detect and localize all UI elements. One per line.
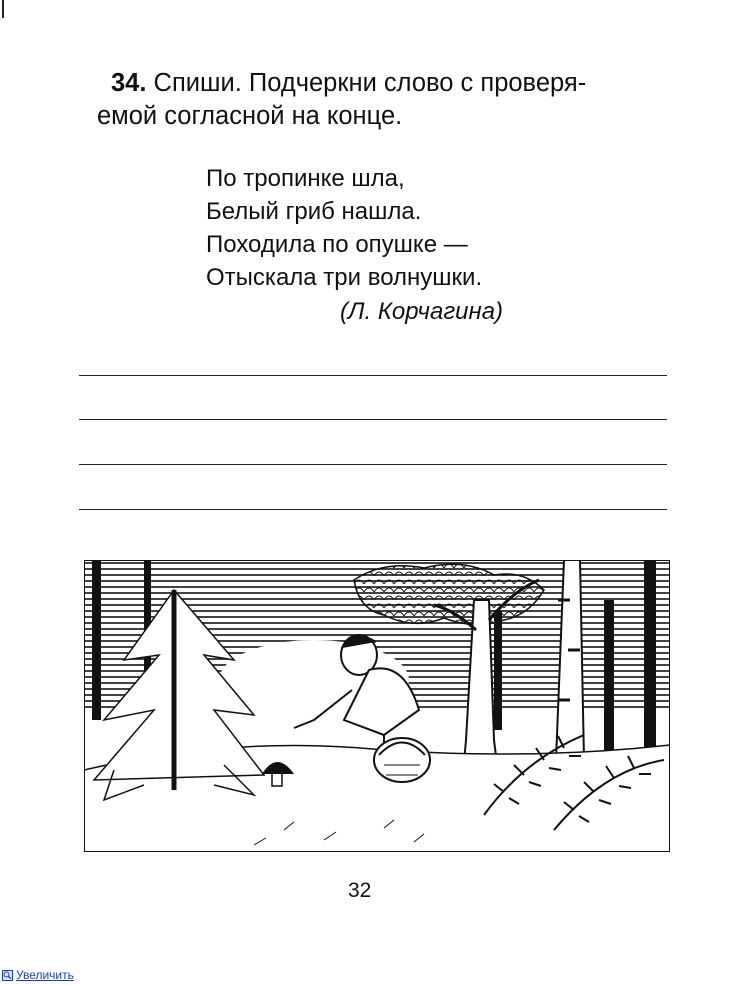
zoom-link-label[interactable]: Увеличить bbox=[16, 968, 74, 982]
exercise-text-line1: Спиши. Подчеркни слово с проверя- bbox=[153, 69, 587, 97]
writing-line[interactable] bbox=[79, 464, 667, 465]
poem-line: Белый гриб нашла. bbox=[206, 198, 422, 225]
page-edge-mark bbox=[2, 0, 4, 18]
poem-line: Походила по опушке — bbox=[206, 231, 468, 258]
exercise-number: 34. bbox=[111, 69, 147, 97]
exercise-text-line2: емой согласной на конце. bbox=[97, 102, 403, 130]
poem-line: Отыскала три волнушки. bbox=[206, 264, 483, 291]
poem-author: (Л. Корчагина) bbox=[340, 298, 504, 325]
poem bbox=[206, 162, 482, 294]
zoom-link[interactable] bbox=[2, 968, 74, 982]
forest-illustration bbox=[84, 560, 670, 852]
page-number: 32 bbox=[348, 879, 372, 902]
writing-line[interactable] bbox=[79, 509, 667, 510]
poem-line: По тропинке шла, bbox=[206, 165, 405, 192]
magnifier-icon[interactable] bbox=[2, 970, 13, 981]
writing-line[interactable] bbox=[79, 375, 667, 376]
writing-line[interactable] bbox=[79, 419, 667, 420]
exercise-instruction bbox=[97, 67, 671, 133]
